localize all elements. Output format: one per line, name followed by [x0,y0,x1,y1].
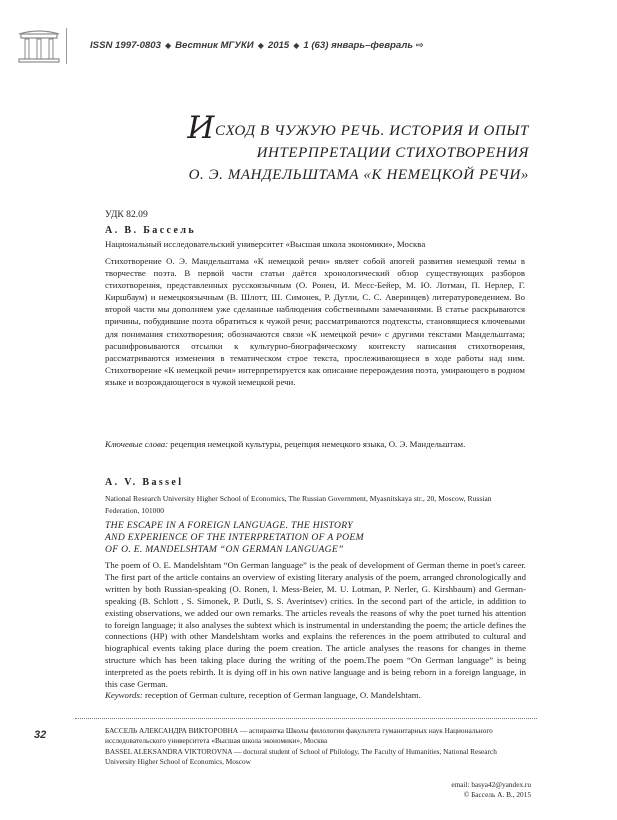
email: email: basya42@yandex.ru [451,780,531,789]
keywords-label-en: Keywords: [105,690,143,700]
footnote-divider [75,718,537,719]
abstract-ru: Стихотворение О. Э. Мандельштама «К немецкой речи» являет собой апогей развития немецкой темы в творчестве поэта. В первой части статьи даётся хронологический обзор существующих разборов стихотворения, представленных русскоязычным (О. Ронен, И. Месс-Бейер, М. Ю. Лотман, П. Нерлер, Г. Киршбаум) и немецкоязычным (В. Шлотт, Ш. Симонек, Р. Дутли, С. С. Аверинцев) литературоведением. Во второй части мы дополняем уже сделанные наблюдения собственными замечаниями. В статье раскрываются причины, побудившие поэта обратиться к чужой речи; рассматриваются подтексты, становящиеся ключевыми для понимания стихотворения; обозначаются связи «К немецкой речи» с другими текстами Мандельштама; расшифровываются отсылки к культурно-биографическому контексту написания стихотворения, рассматриваются изменения в тематическом строе текста, прослеживающиеся в ходе работы над ним. Стихотворение «К немецкой речи» интерпретируется как описание перерождения поэта, умирающего в родном языке и возрождающегося в чужой немецкой речи. [105,256,525,387]
keywords-en [105,689,525,701]
author-name-ru: А. В. Бассель [105,225,197,236]
separator-diamond-icon: ◆ [293,41,300,50]
article-title-en [105,520,525,556]
affiliation-ru: Национальный исследовательский университет «Высшая школа экономики», Москва [105,239,426,249]
keywords-label: Ключевые слова: [105,439,169,449]
author-footnote [105,726,525,768]
journal-logo-icon [15,30,63,66]
affiliation-en: National Research University Higher School of Economics, The Russian Government, Myasnitskaya str., 20, Moscow, Russian Federation, 101000 [105,494,492,515]
keywords-text-en: reception of German culture, reception of German language, O. Mandelshtam. [142,690,421,700]
copyright: © Бассель А. В., 2015 [463,790,531,800]
running-header [90,40,424,51]
footnote-en: BASSEL ALEKSANDRA VIKTOROVNA — doctoral student of School of Philology, The Faculty of Humanities, National Research University Higher School of Economics, Moscow [105,746,497,767]
journal-name: Вестник МГУКИ [175,40,254,51]
issue: 1 (63) январь–февраль [303,40,414,51]
title-line-2: ИНТЕРПРЕТАЦИИ СТИХОТВОРЕНИЯ [256,145,529,161]
udk-code: УДК 82.09 [105,209,148,220]
title-line-3: О. Э. МАНДЕЛЬШТАМА «К НЕМЕЦКОЙ РЕЧИ» [188,167,529,183]
separator-diamond-icon: ◆ [257,41,264,50]
article-title-ru [187,110,529,186]
arrow-right-icon: ⇨ [415,40,424,51]
year: 2015 [267,40,290,51]
abstract-en: The poem of O. E. Mandelshtam “On German language” is the peak of development of German theme in poet's career. The first part of the article contains an overview of existing literary analysis of the poem, arranged chronologically and written by both Russian-speaking (O. Ronen, I. Mess-Beier, M. U. Lotman, P. Nerler, G. Kirshbaum) and German-speaking (B. Schlott , S. Simonek, P. Dutli, S. S. Averintsev) critics. In the second part of the article, in addition to existing observations, we added our own remarks. The articles reveals the reasons of why the poet turned his attention to foreign language; it also analyses the subtext which is instrumental in understanding the poem; the article defines the connections (HP) with other Mandelshtam works and explains the references in the poem attributed to cultural and biographical events taking place during the poem creation. The article analyses the reasons for changes in theme structure which has been taking place during the writing of the poem.The poem “On German language” is being interpreted as the poets rebirth. It is dying off in his own native language and is being reborn in a foreign language, in this case German. [105,560,526,690]
title-en-line-1: THE ESCAPE IN A FOREIGN LANGUAGE. THE HISTORY [105,520,353,531]
separator-diamond-icon: ◆ [164,41,172,50]
title-en-line-3: OF O. E. MANDELSHTAM “ON GERMAN LANGUAGE” [105,544,344,555]
header-divider [66,28,67,64]
title-line-1: СХОД В ЧУЖУЮ РЕЧЬ. ИСТОРИЯ И ОПЫТ [215,123,529,139]
author-name-en: A. V. Bassel [105,477,184,488]
title-en-line-2: AND EXPERIENCE OF THE INTERPRETATION OF A POEM [105,532,364,543]
footnote-ru: БАССЕЛЬ АЛЕКСАНДРА ВИКТОРОВНА — аспирантка Школы филологии факультета гуманитарных наук Национального исследовательского университета «Высшая школа экономики», Москва [105,726,493,746]
keywords-ru [105,438,525,450]
title-dropcap: И [187,110,216,146]
keywords-text: рецепция немецкой культуры, рецепция немецкого языка, О. Э. Мандельштам. [168,439,466,449]
page-number: 32 [34,729,47,741]
issn: ISSN 1997-0803 [90,40,161,51]
contact-info [451,780,531,801]
